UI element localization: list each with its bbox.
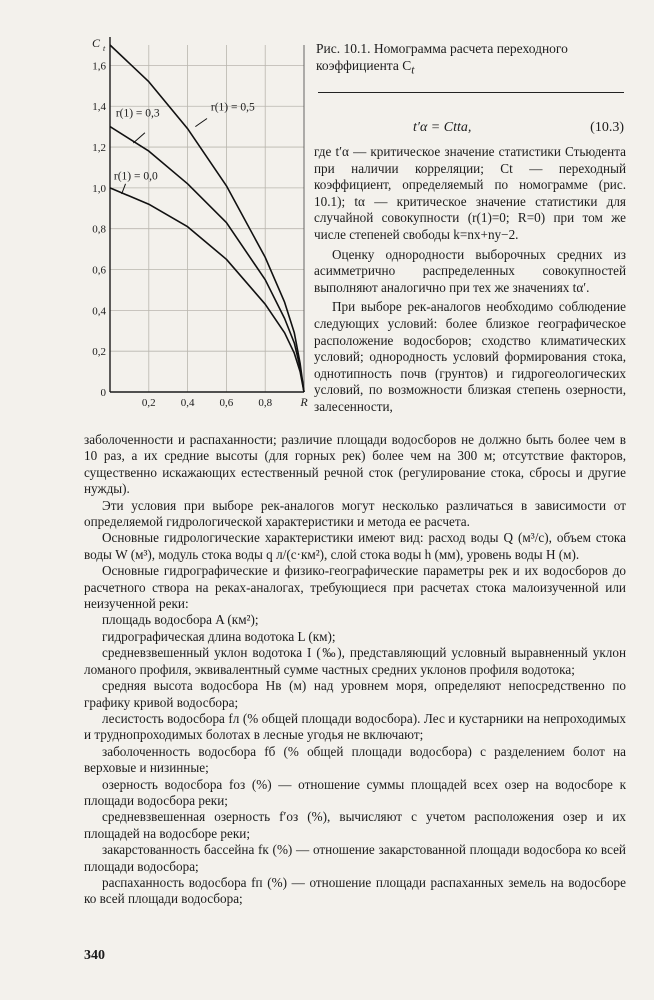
formula-number: (10.3) bbox=[590, 120, 624, 135]
x-tick-label: 0,2 bbox=[141, 397, 156, 409]
leader-line bbox=[195, 118, 207, 126]
y-tick-label: 1,4 bbox=[92, 101, 106, 114]
y-tick-label: 0,8 bbox=[92, 223, 106, 236]
body-paragraph: озерность водосбора fоз (%) — отношение суммы площадей всех озер на водосборе к площади водосбора реки; bbox=[84, 776, 626, 808]
body-paragraph: средняя высота водосбора Hв (м) над уровнем моря, определяют непосредственно по графику кривой водосбора; bbox=[84, 678, 626, 710]
x-tick-label: 0,4 bbox=[180, 397, 195, 409]
y-tick-label: 1,2 bbox=[92, 142, 106, 155]
series-label: r(1) = 0,3 bbox=[115, 107, 160, 120]
nomogram-chart bbox=[82, 30, 312, 420]
x-tick-label: 0,8 bbox=[258, 397, 273, 409]
body-paragraph: площадь водосбора A (км²); bbox=[102, 612, 259, 628]
body-paragraph: заболоченности и распаханности; различие площади водосборов не должно быть более чем в 10 раз, а их средние высоты (для горных рек) более чем на 300 м; отсутствие факторов, существенно искажающих естественный речной сток (регулирование стока, сбросы и другие нужды). bbox=[84, 432, 626, 497]
chart-axes bbox=[110, 37, 304, 392]
leader-line bbox=[133, 133, 145, 143]
formula-10-3 bbox=[318, 120, 624, 140]
series-label: r(1) = 0,5 bbox=[210, 101, 255, 114]
chart-curves bbox=[110, 45, 304, 392]
page-number: 340 bbox=[84, 948, 105, 963]
body-paragraph: лесистость водосбора fл (% общей площади водосбора). Лес и кустарники на непроходимых и труднопроходимых болотах в лесные угодья не включают; bbox=[84, 710, 626, 743]
caption-line-1: Рис. 10.1. Номограмма расчета переходного bbox=[316, 41, 568, 56]
body-paragraph: Эти условия при выборе рек-аналогов могут несколько различаться в зависимости от определяемой гидрологической характеристики и метода ее расчета. bbox=[84, 497, 626, 530]
x-axis-label: R bbox=[300, 395, 308, 409]
y-tick-label: 1,6 bbox=[92, 60, 106, 73]
series-curve bbox=[110, 45, 304, 392]
caption-line-2 bbox=[316, 57, 626, 80]
y-axis-label-sub: t bbox=[103, 44, 106, 53]
body-paragraph: распаханность водосбора fп (%) — отношение площади распаханных земель на водосборе ко всей площади водосбора; bbox=[84, 874, 626, 907]
series-label: r(1) = 0,0 bbox=[113, 170, 158, 183]
body-paragraph: заболоченность водосбора fб (% общей площади водосбора) с разделением болот на верховые и низинные; bbox=[84, 743, 626, 776]
formula-expression: t′α = Ctta, bbox=[413, 120, 472, 135]
body-paragraph: гидрографическая длина водотока L (км); bbox=[102, 628, 336, 644]
caption-line-2-text: коэффициента C bbox=[316, 58, 412, 73]
y-tick-label: 0,6 bbox=[92, 264, 106, 277]
caption-subscript: t bbox=[411, 64, 415, 77]
column-paragraph: Оценку однородности выборочных средних из асимметрично распределенных совокупностей выполняют аналогично при тех же значениях tα′. bbox=[314, 246, 626, 295]
series-curve bbox=[110, 188, 304, 392]
column-paragraph: При выборе рек-аналогов необходимо соблюдение следующих условий: более близкое географическое расположение водосборов; сходство климатических условий; однородность условий формирования стока, однотипность почв (грунтов) и гидрогеологических условий, по возможности близкая степень озерности, залесенности, bbox=[314, 299, 626, 414]
y-tick-label: 0,2 bbox=[92, 346, 106, 359]
y-tick-label: 1,0 bbox=[92, 182, 106, 195]
right-column-text bbox=[314, 144, 626, 416]
leader-line bbox=[122, 184, 126, 194]
x-tick-label: 0,6 bbox=[219, 397, 234, 409]
column-paragraph: где t′α — критическое значение статистики Стьюдента при наличии корреляции; Ct — переходный коэффициент, определяемый по номограмме (рис. 10.1); tα — критическое значение статистики для случайной совокупности (r(1)=0; R=0) при том же числе степеней свободы k=nx+ny−2. bbox=[314, 144, 626, 242]
body-paragraph: средневзвешенная озерность f′оз (%), вычисляют с учетом расположения озер и их площадей на водосборе реки; bbox=[84, 809, 626, 841]
caption-rule bbox=[318, 92, 624, 93]
y-tick-label: 0 bbox=[100, 387, 106, 399]
y-axis-label: C bbox=[91, 36, 101, 50]
body-paragraph: средневзвешенный уклон водотока I (‰), представляющий условный выравненный уклон ломаного профиля, эквивалентный сумме частных средних уклонов профиля водотока; bbox=[84, 645, 626, 677]
chart-grid bbox=[110, 45, 304, 392]
series-curve bbox=[110, 127, 304, 392]
body-paragraph: закарстованность бассейна fк (%) — отношение закарстованной площади водосбора ко всей площади водосбора; bbox=[84, 842, 626, 874]
body-paragraph: Основные гидрографические и физико-географические параметры рек и их водосборов до расчетного створа на реках-аналогах, требующиеся при расчетах стока малоизученной или неизученной реки: bbox=[84, 563, 626, 612]
full-width-text bbox=[84, 432, 626, 908]
figure-caption bbox=[316, 40, 626, 80]
y-tick-label: 0,4 bbox=[92, 305, 106, 318]
body-paragraph: Основные гидрологические характеристики имеют вид: расход воды Q (м³/с), объем стока воды W (м³), модуль стока воды q л/(с·км²), слой стока воды h (мм), уровень воды H (м). bbox=[84, 530, 626, 562]
chart-labels bbox=[92, 36, 308, 409]
